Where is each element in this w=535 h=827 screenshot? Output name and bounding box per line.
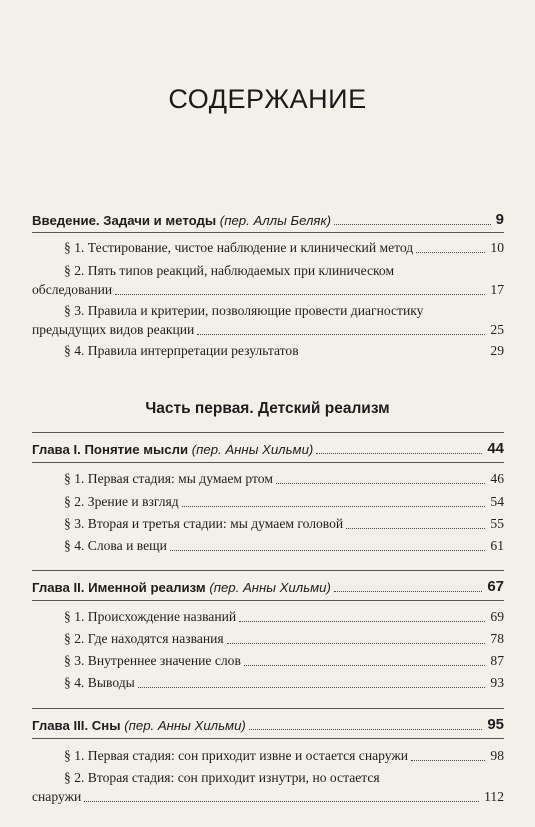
item-text-line1: § 2. Пять типов реакций, наблюдаемых при клиническом (64, 263, 395, 278)
item-page: 112 (484, 789, 504, 804)
leader-dots (346, 527, 485, 529)
item-page: 29 (490, 343, 504, 358)
leader-dots (239, 620, 485, 622)
item-text-line1: § 2. Вторая стадия: сон приходит изнутри, но остается (64, 770, 380, 785)
leader-dots (334, 223, 491, 225)
leader-dots (244, 664, 486, 666)
heading-translator: (пер. Аллы Беляк) (219, 213, 332, 228)
toc-item (32, 653, 504, 669)
item-page: 69 (490, 609, 504, 624)
heading-translator: (пер. Анны Хильми) (191, 442, 314, 457)
item-page: 93 (490, 675, 504, 690)
heading-page: 67 (487, 578, 504, 595)
item-page: 46 (490, 471, 504, 486)
divider (32, 600, 504, 601)
toc-heading-intro (32, 211, 504, 228)
toc-item (32, 538, 504, 554)
item-text-line2: обследовании (32, 282, 113, 297)
toc-item (32, 516, 504, 532)
heading-label: Глава II. Именной реализм (32, 580, 206, 595)
toc-item (32, 494, 504, 510)
leader-dots (276, 482, 485, 484)
toc-heading-chapter-2 (32, 578, 504, 595)
item-text: § 4. Выводы (64, 675, 135, 690)
toc-item (32, 343, 504, 359)
leader-dots (316, 452, 482, 454)
item-text-line2: предыдущих видов реакции (32, 322, 195, 337)
divider (32, 462, 504, 463)
item-page: 55 (490, 516, 504, 531)
toc-heading-chapter-1 (32, 440, 504, 457)
item-text-line1: § 3. Правила и критерии, позволяющие провести диагностику (64, 303, 424, 318)
toc-item (32, 263, 504, 298)
toc-heading-chapter-3 (32, 716, 504, 733)
item-page: 25 (490, 322, 504, 337)
heading-translator: (пер. Анны Хильми) (124, 718, 246, 733)
item-text: § 1. Тестирование, чистое наблюдение и клинический метод (64, 240, 414, 255)
leader-dots (182, 505, 486, 507)
leader-dots (115, 293, 485, 295)
toc-item (32, 770, 504, 805)
item-text: § 1. Первая стадия: сон приходит извне и остается снаружи (64, 748, 409, 763)
item-page: 54 (490, 494, 504, 509)
heading-label: Глава III. Сны (32, 718, 121, 733)
item-text: § 2. Где находятся названия (64, 631, 224, 646)
item-text: § 3. Вторая и третья стадии: мы думаем головой (64, 516, 344, 531)
item-page: 87 (490, 653, 504, 668)
toc-item (32, 631, 504, 647)
leader-dots (197, 333, 485, 335)
toc-item (32, 675, 504, 691)
item-text: § 4. Правила интерпретации результатов (64, 343, 299, 358)
item-page: 98 (490, 748, 504, 763)
item-page: 61 (490, 538, 504, 553)
heading-label: Глава I. Понятие мысли (32, 442, 189, 457)
item-page: 17 (490, 282, 504, 297)
divider (32, 570, 504, 571)
toc-item (32, 609, 504, 625)
item-text: § 4. Слова и вещи (64, 538, 167, 553)
divider (32, 708, 504, 709)
item-page: 78 (490, 631, 504, 646)
leader-dots (411, 759, 485, 761)
item-text: § 2. Зрение и взгляд (64, 494, 179, 509)
heading-label: Введение. Задачи и методы (32, 213, 217, 228)
item-text: § 1. Первая стадия: мы думаем ртом (64, 471, 273, 486)
leader-dots (170, 549, 486, 551)
item-text: § 3. Внутреннее значение слов (64, 653, 241, 668)
leader-dots (334, 590, 482, 592)
toc-item (32, 240, 504, 256)
item-text-line2: снаружи (32, 789, 82, 804)
heading-translator: (пер. Анны Хильми) (209, 580, 331, 595)
leader-dots (227, 642, 486, 644)
toc-item (32, 471, 504, 487)
leader-dots (416, 251, 485, 253)
part-heading: Часть первая. Детский реализм (145, 400, 390, 417)
heading-page: 95 (487, 716, 504, 733)
leader-dots (84, 800, 479, 802)
heading-page: 9 (495, 211, 504, 228)
item-page: 10 (490, 240, 504, 255)
divider (32, 232, 504, 233)
divider (32, 738, 504, 739)
leader-dots (138, 686, 486, 688)
toc-item (32, 303, 504, 338)
toc-item (32, 748, 504, 764)
item-text: § 1. Происхождение названий (64, 609, 237, 624)
leader-dots (249, 728, 483, 730)
divider (32, 432, 504, 433)
heading-page: 44 (487, 440, 504, 457)
page-title: СОДЕРЖАНИЕ (168, 84, 367, 114)
leader-dots (302, 355, 486, 356)
